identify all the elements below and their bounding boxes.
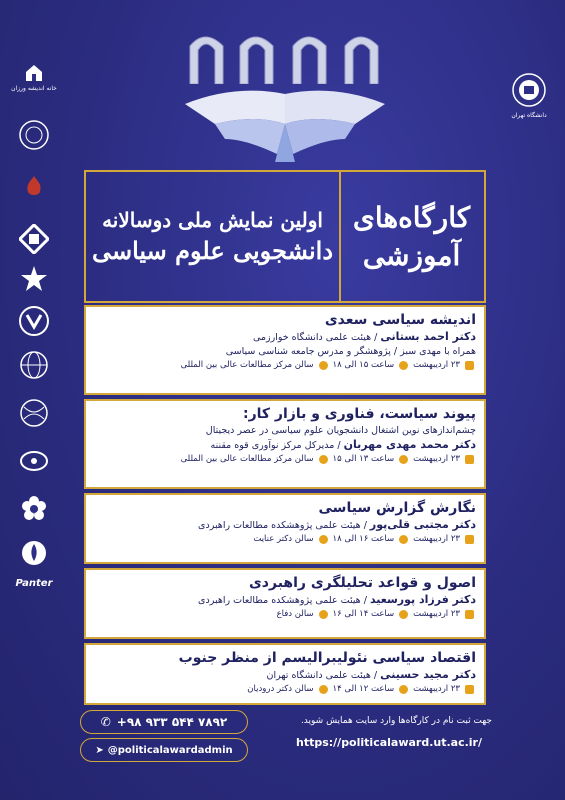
swirl-logo (14, 444, 54, 478)
clock-icon (399, 685, 408, 694)
location-pin-icon (319, 610, 328, 619)
khaneh-andisheh-logo: خانه اندیشه ورزان (14, 60, 54, 94)
star-icon (19, 264, 49, 294)
swirl-icon (19, 449, 49, 473)
flame-logo (14, 536, 54, 570)
emblem-icon (22, 174, 46, 200)
calendar-icon (465, 610, 474, 619)
arches-illustration (185, 24, 385, 84)
contact-box (80, 708, 250, 764)
workshop-meta: ۲۳ اردیبهشت ساعت ۱۲ الی ۱۴ سالن دکتر درودیان (94, 683, 476, 696)
iran-emblem-logo (14, 170, 54, 204)
exhibition-title: اولین نمایش ملی دوسالانه دانشجویی علوم سیاسی (91, 207, 334, 265)
circle-v-icon (18, 305, 50, 337)
flower-logo (14, 492, 54, 526)
panter-logo: Panter (15, 577, 53, 589)
location-pin-icon (319, 535, 328, 544)
open-book-illustration (175, 84, 395, 164)
globe-2-logo (14, 396, 54, 430)
university-logo: دانشگاه تهران (507, 72, 551, 120)
sponsor-sidebar (0, 0, 72, 800)
clock-icon (399, 535, 408, 544)
calendar-icon (465, 455, 474, 464)
clock-icon (399, 455, 408, 464)
vava-logo (14, 304, 54, 338)
title-box (84, 170, 486, 303)
globe-icon (18, 397, 50, 429)
flame-icon (21, 539, 47, 567)
clock-icon (399, 361, 408, 370)
location-pin-icon (319, 361, 328, 370)
workshop-card: پیوند سیاست، فناوری و بازار کار: چشم‌اندازهای نوین اشتغال دانشجویان علوم سیاسی در عصر دیجیتال دکتر محمد مهدی مهربان / مدیرکل مرکز نوآوری قوه مقننه ۲۳ اردیبهشت ساعت ۱۳ الی ۱۵ سالن مرکز مطالعات عالی بین المللی (84, 399, 486, 489)
footer (72, 708, 492, 768)
phone-icon: ✆ (100, 715, 111, 729)
star-logo (14, 262, 54, 296)
workshop-meta: ۲۳ اردیبهشت ساعت ۱۶ الی ۱۸ سالن دکتر عنایت (94, 533, 476, 546)
house-icon (23, 62, 45, 84)
workshop-card: اندیشه سیاسی سعدی دکتر احمد بستانی / هیئت علمی دانشگاه خوارزمی همراه با مهدی سبز / پژوهشگر و مدرس جامعه شناسی سیاسی ۲۳ اردیبهشت ساعت ۱۵ الی ۱۸ سالن مرکز مطالعات عالی بین المللی (84, 305, 486, 395)
university-seal-icon (511, 72, 547, 108)
flower-icon (19, 494, 49, 524)
phone-pill[interactable]: ✆ +۹۸ ۹۳۳ ۵۴۴ ۷۸۹۲ (80, 710, 248, 734)
globe-logo (14, 348, 54, 382)
workshops-title: کارگاه‌های آموزشی (352, 200, 471, 272)
workshop-card: نگارش گزارش سیاسی دکتر مجتبی قلی‌پور / هیئت علمی پژوهشکده مطالعات راهبردی ۲۳ اردیبهشت ساعت ۱۶ الی ۱۸ سالن دکتر عنایت (84, 493, 486, 564)
globe-icon (18, 349, 50, 381)
clock-icon (399, 610, 408, 619)
calendar-icon (465, 361, 474, 370)
circular-seal-icon (18, 119, 50, 151)
website-link[interactable]: https://politicalaward.ut.ac.ir/ (295, 736, 482, 749)
telegram-icon: ➤ (95, 744, 104, 756)
association-logo (14, 118, 54, 152)
workshop-meta: ۲۳ اردیبهشت ساعت ۱۴ الی ۱۶ سالن دفاع (94, 608, 476, 621)
location-pin-icon (319, 455, 328, 464)
workshop-meta: ۲۳ اردیبهشت ساعت ۱۵ الی ۱۸ سالن مرکز مطالعات عالی بین المللی (94, 359, 476, 372)
workshop-meta: ۲۳ اردیبهشت ساعت ۱۳ الی ۱۵ سالن مرکز مطالعات عالی بین المللی (94, 453, 476, 466)
workshop-card: اقتصاد سیاسی نئولیبرالیسم از منظر جنوب دکتر مجید حسینی / هیئت علمی دانشگاه تهران ۲۳ اردیبهشت ساعت ۱۲ الی ۱۴ سالن دکتر درودیان (84, 643, 486, 705)
knot-logo (14, 222, 54, 256)
calendar-icon (465, 535, 474, 544)
telegram-pill[interactable]: ➤ @politicalawardadmin (80, 738, 248, 762)
register-text: جهت ثبت نام در کارگاه‌ها وارد سایت همایش شوید. (300, 716, 492, 726)
knot-icon (19, 224, 49, 254)
calendar-icon (465, 685, 474, 694)
location-pin-icon (319, 685, 328, 694)
workshop-card: اصول و قواعد تحلیلگری راهبردی دکتر فرزاد پورسعید / هیئت علمی پژوهشکده مطالعات راهبردی ۲۳ اردیبهشت ساعت ۱۴ الی ۱۶ سالن دفاع (84, 568, 486, 639)
